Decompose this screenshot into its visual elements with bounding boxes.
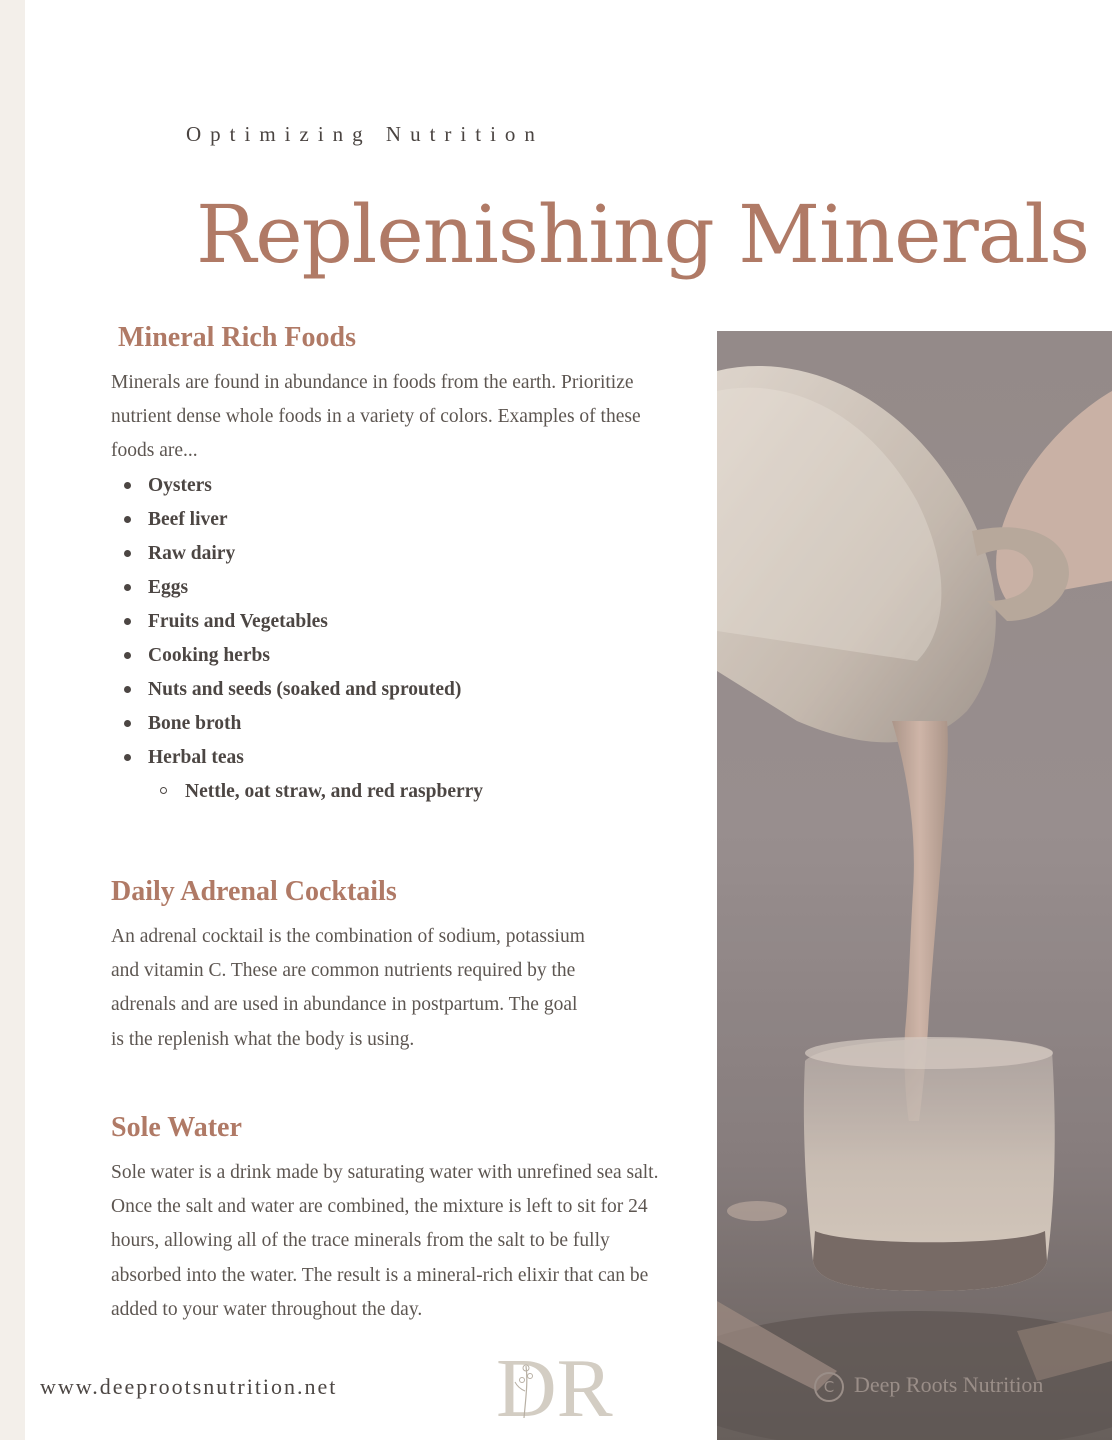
dr-monogram-logo (496, 1346, 636, 1422)
adrenal-heading: Daily Adrenal Cocktails (111, 876, 397, 907)
copyright-notice (814, 1372, 1043, 1402)
svg-text:DR: DR (496, 1346, 613, 1422)
list-item: Herbal teas (122, 741, 483, 775)
hollow-bullet-icon (160, 787, 167, 794)
bullet-icon (124, 618, 131, 625)
pouring-drink-photo (717, 331, 1112, 1440)
mineral-foods-list (122, 469, 483, 809)
bullet-icon (124, 550, 131, 557)
adrenal-body: An adrenal cocktail is the combination of sodium, potassium and vitamin C. These are common nutrients required by the adrenals and are used in abundance in postpartum. The goal is the replenish what the body is using. (111, 926, 585, 1050)
mineral-foods-intro: Minerals are found in abundance in foods from the earth. Prioritize nutrient dense whole foods in a variety of colors. Examples of these foods are... (111, 372, 641, 462)
bullet-icon (124, 482, 131, 489)
bullet-icon (124, 652, 131, 659)
bullet-icon (124, 516, 131, 523)
sole-water-body: Sole water is a drink made by saturating water with unrefined sea salt. Once the salt and water are combined, the mixture is left to sit for 24 hours, allowing all of the trace minerals from the salt to be fully absorbed into the water. The result is a mineral-rich elixir that can be added to your water throughout the day. (111, 1162, 659, 1320)
list-item: Oysters (122, 469, 483, 503)
page-title: Replenishing Minerals (196, 188, 1090, 281)
list-subitem: Nettle, oat straw, and red raspberry (122, 775, 483, 809)
mineral-foods-heading: Mineral Rich Foods (118, 322, 356, 353)
bullet-icon (124, 584, 131, 591)
list-item: Cooking herbs (122, 639, 483, 673)
bullet-icon (124, 686, 131, 693)
left-margin-strip (0, 0, 25, 1440)
bullet-icon (124, 720, 131, 727)
website-url: www.deeprootsnutrition.net (40, 1374, 338, 1399)
list-item: Nuts and seeds (soaked and sprouted) (122, 673, 483, 707)
list-item: Eggs (122, 571, 483, 605)
copyright-text: Deep Roots Nutrition (854, 1372, 1044, 1398)
section-kicker: Optimizing Nutrition (186, 122, 544, 146)
bullet-icon (124, 754, 131, 761)
copyright-icon: C (814, 1372, 844, 1402)
list-item: Raw dairy (122, 537, 483, 571)
list-item: Fruits and Vegetables (122, 605, 483, 639)
list-item: Bone broth (122, 707, 483, 741)
sole-water-heading: Sole Water (111, 1112, 242, 1143)
list-item: Beef liver (122, 503, 483, 537)
